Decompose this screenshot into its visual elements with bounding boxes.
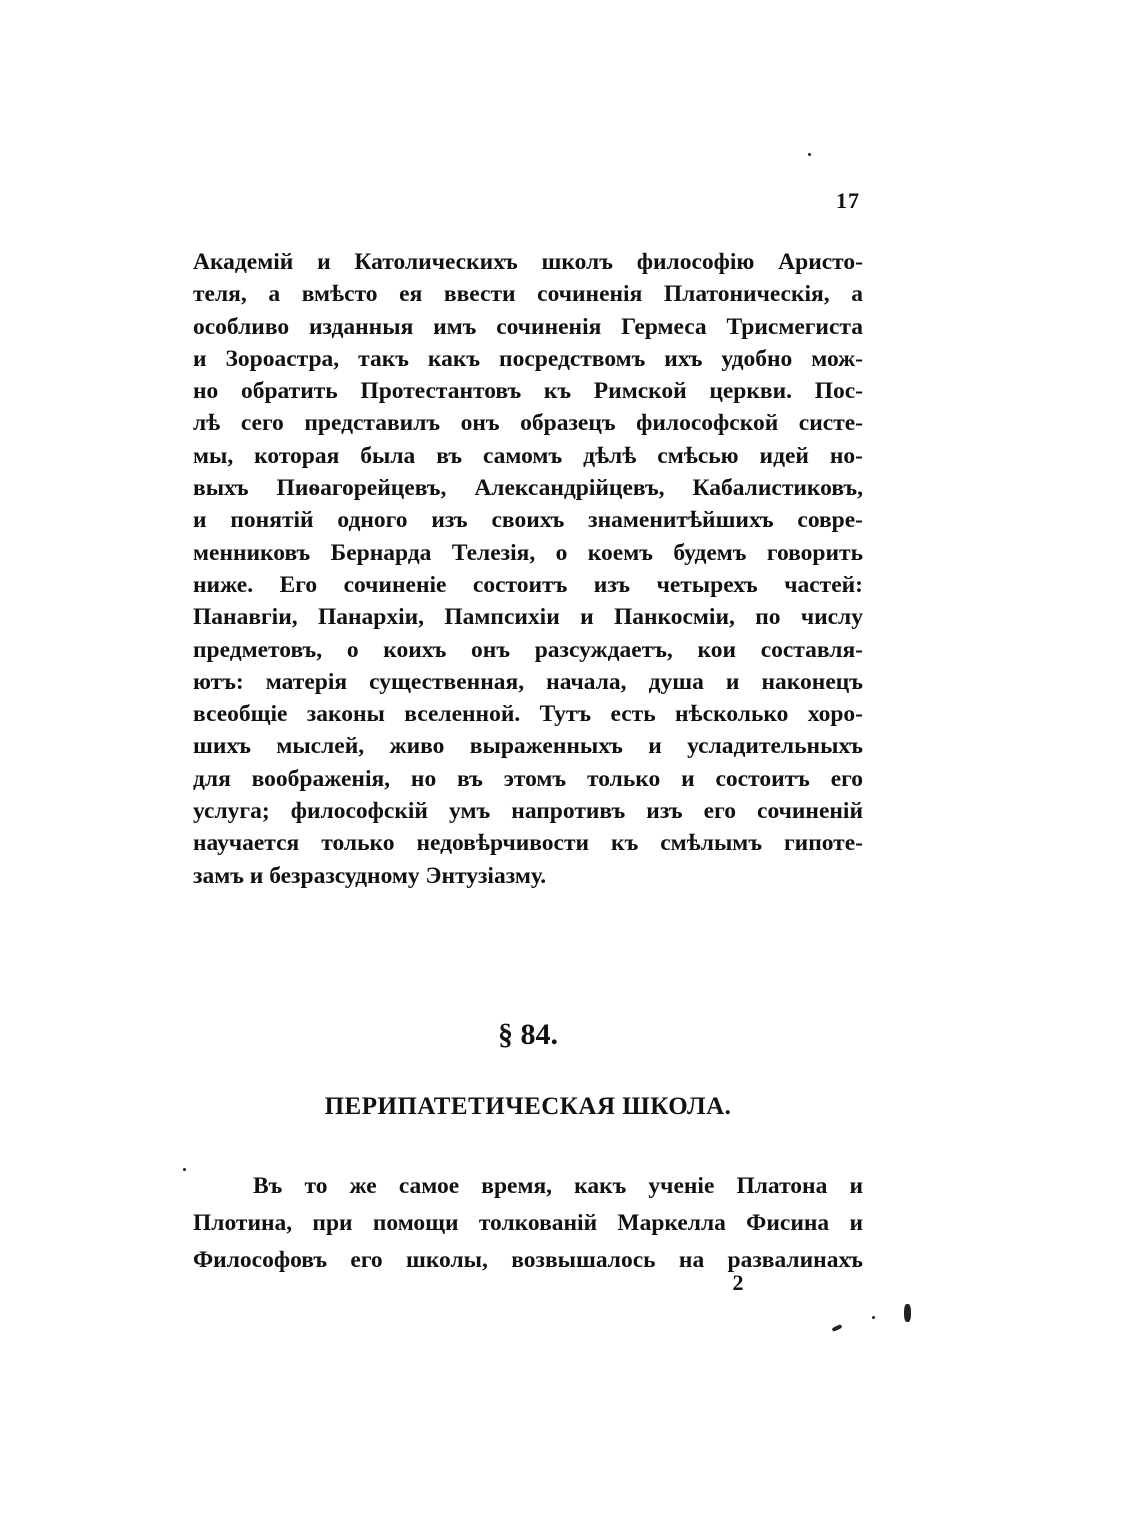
text-line: но обратить Протестантовъ къ Римской церкви. Пос- bbox=[193, 378, 863, 405]
text-line: и понятій одного изъ своихъ знаменитѣйшихъ совре- bbox=[193, 507, 863, 534]
text-line: Въ то же самое время, какъ ученіе Платона и bbox=[253, 1173, 863, 1199]
signature-mark: 2 bbox=[732, 1270, 744, 1295]
text-line: мы, которая была въ самомъ дѣлѣ смѣсью идей но- bbox=[193, 442, 863, 469]
text-line: Панавгіи, Панархіи, Пампсихіи и Панкосміи, по числу bbox=[193, 604, 863, 631]
scan-speck bbox=[904, 1304, 911, 1322]
text-line: ютъ: матерія существенная, начала, душа и наконецъ bbox=[193, 668, 863, 695]
text-line: предметовъ, о коихъ онъ разсуждаетъ, кои составля- bbox=[193, 636, 863, 663]
text-line: особливо изданныя имъ сочиненія Гермеса Трисмегиста bbox=[193, 313, 863, 340]
text-line: всеобщіе законы вселенной. Тутъ есть нѣсколько хоро- bbox=[193, 701, 863, 728]
scan-speck bbox=[832, 1324, 843, 1332]
section-title: ПЕРИПАТЕТИЧЕСКАЯ ШКОЛА. bbox=[324, 1093, 732, 1120]
text-line: и Зороастра, такъ какъ посредствомъ ихъ удобно мож- bbox=[193, 345, 863, 372]
scan-speck bbox=[808, 153, 811, 156]
text-line: выхъ Пиѳагорейцевъ, Александрійцевъ, Кабалистиковъ, bbox=[193, 475, 863, 502]
text-line: менниковъ Бернарда Телезія, о коемъ будемъ говорить bbox=[193, 539, 863, 566]
scan-speck bbox=[183, 1168, 186, 1171]
text-line: Философовъ его школы, возвышалось на развалинахъ bbox=[193, 1247, 863, 1273]
text-line: для воображенія, но въ этомъ только и состоитъ его bbox=[193, 765, 863, 792]
text-line: замъ и безразсудному Энтузіазму. bbox=[193, 862, 547, 889]
text-line: шихъ мыслей, живо выраженныхъ и усладительныхъ bbox=[193, 733, 863, 760]
text-line: научается только недовѣрчивости къ смѣлымъ гипоте- bbox=[193, 830, 863, 857]
paragraph-1 bbox=[193, 246, 863, 892]
text-line: Академій и Католическихъ школъ философію Аристо- bbox=[193, 249, 863, 275]
text-line: ниже. Его сочиненіе состоитъ изъ четырехъ частей: bbox=[193, 571, 863, 598]
page-number: 17 bbox=[836, 188, 860, 213]
text-line: теля, а вмѣсто ея ввести сочиненія Платоническія, а bbox=[193, 281, 863, 308]
scan-speck bbox=[872, 1316, 875, 1319]
text-line: Плотина, при помощи толкованій Маркелла Фисина и bbox=[193, 1210, 863, 1236]
text-line: услуга; философскій умъ напротивъ изъ его сочиненій bbox=[193, 798, 863, 825]
text-line: лѣ сего представилъ онъ образецъ философской систе- bbox=[193, 410, 863, 437]
section-number: § 84. bbox=[498, 1018, 558, 1051]
paragraph-2 bbox=[193, 1168, 863, 1279]
